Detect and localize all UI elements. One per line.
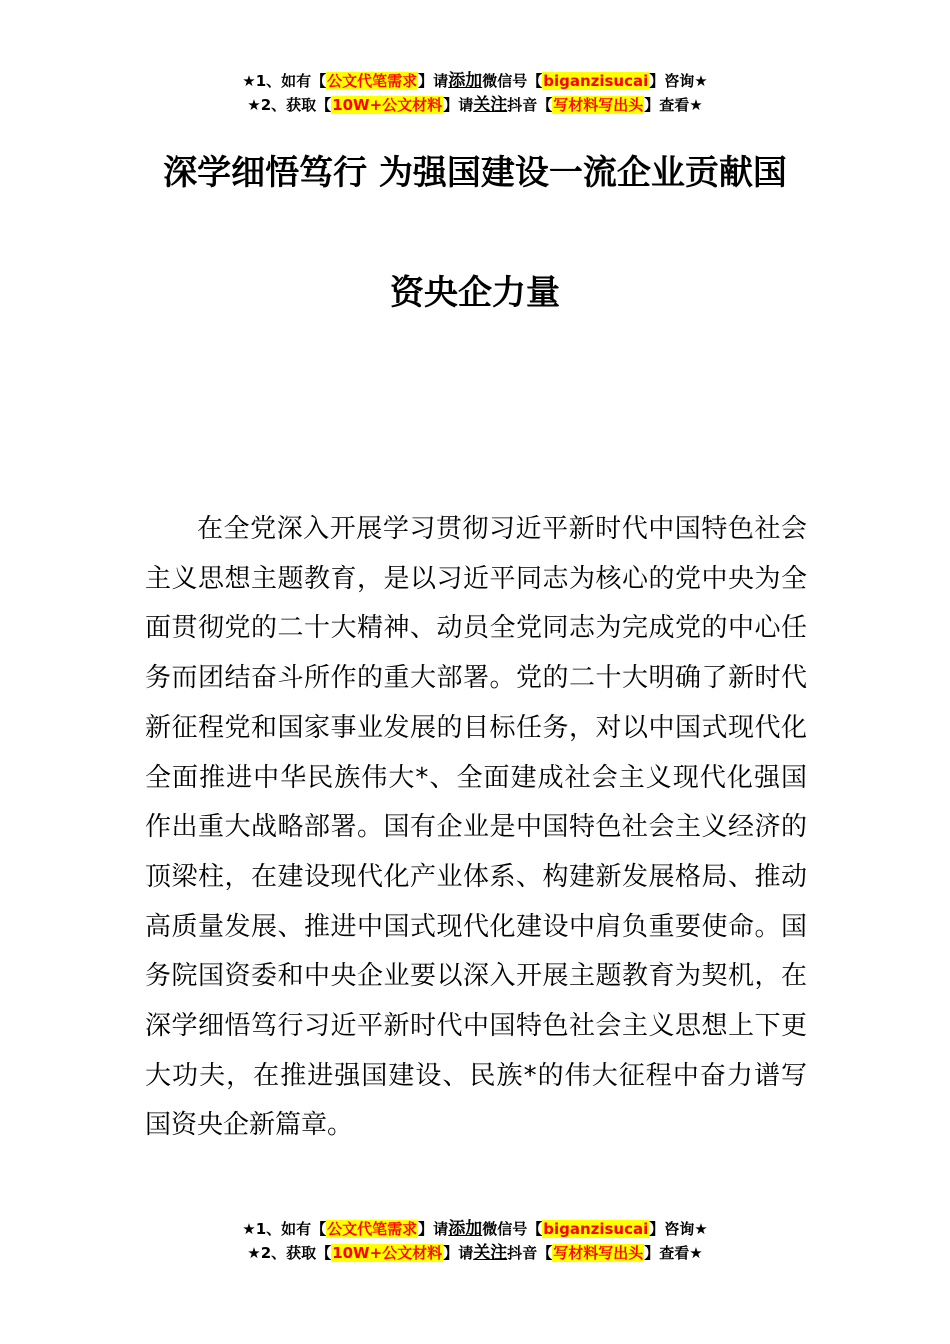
promo-highlight-materials: 10W+公文材料 bbox=[332, 96, 443, 114]
promo-line-1 bbox=[0, 1217, 950, 1241]
promo-highlight-materials: 10W+公文材料 bbox=[332, 1244, 443, 1262]
promo-emphasis-follow: 关注 bbox=[473, 1243, 508, 1263]
promo-highlight-writing-service: 公文代笔需求 bbox=[327, 72, 418, 90]
promo-line-2-mid: 】请 bbox=[443, 1244, 474, 1262]
promo-line-2-mid: 】请 bbox=[443, 96, 474, 114]
promo-highlight-wechat-id: biganzisucai bbox=[543, 72, 649, 90]
promo-highlight-douyin-account: 写材料写出头 bbox=[553, 96, 644, 114]
document-title-line-1: 深学细悟笃行 为强国建设一流企业贡献国 bbox=[163, 153, 787, 193]
promo-line-1 bbox=[0, 69, 950, 93]
promo-emphasis-add: 添加 bbox=[448, 71, 483, 91]
promo-line-2-suffix: 】查看★ bbox=[644, 1244, 703, 1262]
footer-promo-banner bbox=[0, 1217, 950, 1265]
promo-highlight-writing-service: 公文代笔需求 bbox=[327, 1220, 418, 1238]
promo-line-1-suffix: 】咨询★ bbox=[649, 72, 708, 90]
promo-line-2-prefix: ★2、获取【 bbox=[247, 1244, 332, 1262]
promo-emphasis-add: 添加 bbox=[448, 1219, 483, 1239]
promo-line-1-mid: 】请 bbox=[418, 1220, 449, 1238]
promo-line-1-mid2: 微信号【 bbox=[482, 1220, 543, 1238]
document-title-line-2: 资央企力量 bbox=[390, 273, 560, 313]
promo-line-1-prefix: ★1、如有【 bbox=[242, 72, 327, 90]
promo-line-1-suffix: 】咨询★ bbox=[649, 1220, 708, 1238]
promo-line-2-suffix: 】查看★ bbox=[644, 96, 703, 114]
promo-line-2 bbox=[0, 93, 950, 117]
body-paragraph: 在全党深入开展学习贯彻习近平新时代中国特色社会主义思想主题教育，是以习近平同志为核心的党中央为全面贯彻党的二十大精神、动员全党同志为完成党的中心任务而团结奋斗所作的重大部署。党的二十大明确了新时代新征程党和国家事业发展的目标任务，对以中国式现代化全面推进中华民族伟大*、全面建成社会主义现代化强国作出重大战略部署。国有企业是中国特色社会主义经济的顶梁柱，在建设现代化产业体系、构建新发展格局、推动高质量发展、推进中国式现代化建设中肩负重要使命。国务院国资委和中央企业要以深入开展主题教育为契机，在深学细悟笃行习近平新时代中国特色社会主义思想上下更大功夫，在推进强国建设、民族*的伟大征程中奋力谱写国资央企新篇章。 bbox=[145, 514, 807, 1141]
promo-line-1-prefix: ★1、如有【 bbox=[242, 1220, 327, 1238]
promo-line-2 bbox=[0, 1241, 950, 1265]
promo-line-1-mid: 】请 bbox=[418, 72, 449, 90]
promo-line-2-mid2: 抖音【 bbox=[507, 1244, 553, 1262]
promo-line-1-mid2: 微信号【 bbox=[482, 72, 543, 90]
promo-highlight-wechat-id: biganzisucai bbox=[543, 1220, 649, 1238]
promo-highlight-douyin-account: 写材料写出头 bbox=[553, 1244, 644, 1262]
promo-line-2-mid2: 抖音【 bbox=[507, 96, 553, 114]
header-promo-banner bbox=[0, 69, 950, 117]
promo-emphasis-follow: 关注 bbox=[473, 95, 508, 115]
promo-line-2-prefix: ★2、获取【 bbox=[247, 96, 332, 114]
